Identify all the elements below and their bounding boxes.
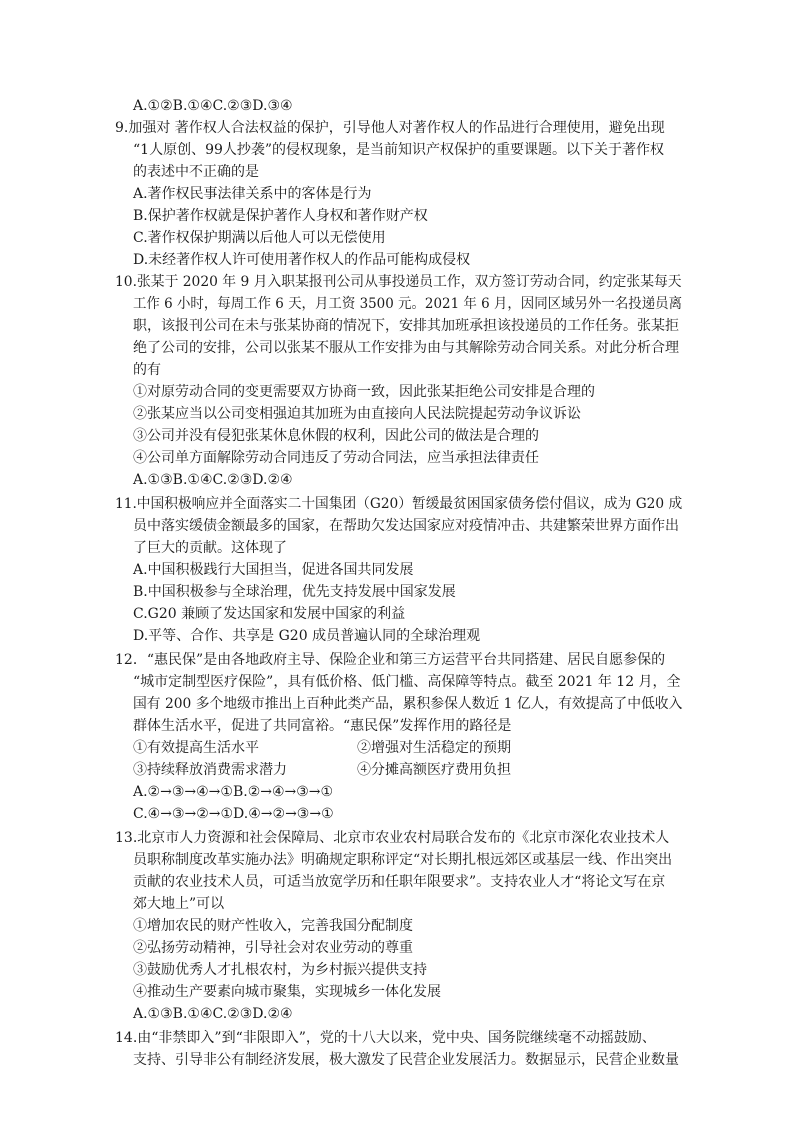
q10-stem-line-5: 的有	[133, 362, 161, 378]
q10-stem-line-4: 绝了公司的安排，公司以张某不服从工作安排为由与其解除劳动合同关系。对此分析合理	[133, 340, 679, 356]
q13-options: A.①③B.①④C.②③D.②④	[133, 1006, 293, 1022]
q10-item-4: ④公司单方面解除劳动合同违反了劳动合同法，应当承担法律责任	[133, 450, 539, 466]
q9-choice-d: D.未经著作权人许可使用著作权人的作品可能构成侵权	[133, 252, 471, 268]
q12-stem-line-3: 国有 200 多个地级市推出上百种此类产品，累积参保人数近 1 亿人，有效提高了中低收入	[133, 696, 683, 712]
q12-options-row-2: C.④→③→②→①D.④→②→③→①	[133, 806, 334, 822]
q12-item-1: ①有效提高生活水平	[133, 740, 259, 756]
q12-item-3: ③持续释放消费需求潜力	[133, 762, 287, 778]
q12-stem-line-2: “城市定制型医疗保险”，具有低价格、低门槛、高保障等特点。截至 2021 年 12 月，全	[133, 674, 681, 690]
q11-stem-line-3: 了巨大的贡献。这体现了	[133, 540, 287, 556]
q10-stem-line-1: 10.张某于 2020 年 9 月入职某报刊公司从事投递员工作，双方签订劳动合同，约定张某每天	[115, 274, 682, 290]
q11-choice-b: B.中国积极参与全球治理，优先支持发展中国家发展	[133, 584, 456, 600]
q12-stem-line-1: 12．“惠民保”是由各地政府主导、保险企业和第三方运营平台共同搭建、居民自愿参保的	[115, 652, 666, 668]
q12-item-2: ②增强对生活稳定的预期	[357, 740, 511, 756]
q10-item-2: ②张某应当以公司变相强迫其加班为由直接向人民法院提起劳动争议诉讼	[133, 406, 581, 422]
q13-stem-line-4: 郊大地上”可以	[133, 896, 225, 912]
q9-stem-line-1: 9.加强对 著作权人合法权益的保护，引导他人对著作权人的作品进行合理使用，避免出现	[115, 120, 665, 136]
q10-item-3: ③公司并没有侵犯张某休息休假的权利，因此公司的做法是合理的	[133, 428, 539, 444]
q12-options-row-1: A.②→③→④→①B.②→④→③→①	[133, 784, 334, 800]
q11-choice-c: C.G20 兼顾了发达国家和发展中国家的利益	[133, 606, 406, 622]
q13-item-2: ②弘扬劳动精神，引导社会对农业劳动的尊重	[133, 940, 413, 956]
q9-choice-b: B.保护著作权就是保护著作人身权和著作财产权	[133, 208, 428, 224]
q9-choice-c: C.著作权保护期满以后他人可以无偿使用	[133, 230, 386, 246]
q13-item-3: ③鼓励优秀人才扎根农村，为乡村振兴提供支持	[133, 962, 427, 978]
q14-stem-line-2: 支持、引导非公有制经济发展，极大激发了民营企业发展活力。数据显示，民营企业数量	[133, 1052, 679, 1068]
q9-stem-line-3: 的表述中不正确的是	[133, 164, 259, 180]
q10-stem-line-3: 职，该报刊公司在未与张某协商的情况下，安排其加班承担该投递员的工作任务。张某拒	[133, 318, 679, 334]
q13-stem-line-1: 13.北京市人力资源和社会保障局、北京市农业农村局联合发布的《北京市深化农业技术人	[115, 830, 670, 846]
q11-choice-d: D.平等、合作、共享是 G20 成员普遍认同的全球治理观	[133, 628, 481, 644]
q13-stem-line-2: 员职称制度改革实施办法》明确规定职称评定“对长期扎根远郊区或基层一线、作出突出	[133, 852, 673, 868]
q13-item-4: ④推动生产要素向城市聚集，实现城乡一体化发展	[133, 984, 441, 1000]
q10-stem-line-2: 工作 6 小时，每周工作 6 天，月工资 3500 元。2021 年 6 月，因同区域另外一名投递员离	[133, 296, 683, 312]
q13-item-1: ①增加农民的财产性收入，完善我国分配制度	[133, 918, 413, 934]
q11-stem-line-1: 11.中国积极响应并全面落实二十国集团（G20）暂缓最贫困国家债务偿付倡议，成为 G20 成	[115, 496, 683, 512]
q11-stem-line-2: 员中落实缓债金额最多的国家，在帮助欠发达国家应对疫情冲击、共建繁荣世界方面作出	[133, 518, 679, 534]
q11-choice-a: A.中国积极践行大国担当，促进各国共同发展	[133, 562, 414, 578]
q10-item-1: ①对原劳动合同的变更需要双方协商一致，因此张某拒绝公司安排是合理的	[133, 384, 595, 400]
q10-options: A.①③B.①④C.②③D.②④	[133, 472, 293, 488]
q12-item-4: ④分摊高额医疗费用负担	[357, 762, 511, 778]
q9-choice-a: A.著作权民事法律关系中的客体是行为	[133, 186, 372, 202]
q9-stem-line-2: “1人原创、99人抄袭”的侵权现象，是当前知识产权保护的重要课题。以下关于著作权	[133, 142, 665, 158]
q13-stem-line-3: 贡献的农业技术人员，可适当放宽学历和任职年限要求”。支持农业人才“将论文写在京	[133, 874, 666, 890]
q14-stem-line-1: 14.由“非禁即入”到“非限即入”，党的十八大以来，党中央、国务院继续毫不动摇鼓励、	[115, 1030, 656, 1046]
q8-options: A.①②B.①④C.②③D.③④	[133, 98, 293, 114]
q12-stem-line-4: 群体生活水平，促进了共同富裕。“惠民保”发挥作用的路径是	[133, 718, 512, 734]
